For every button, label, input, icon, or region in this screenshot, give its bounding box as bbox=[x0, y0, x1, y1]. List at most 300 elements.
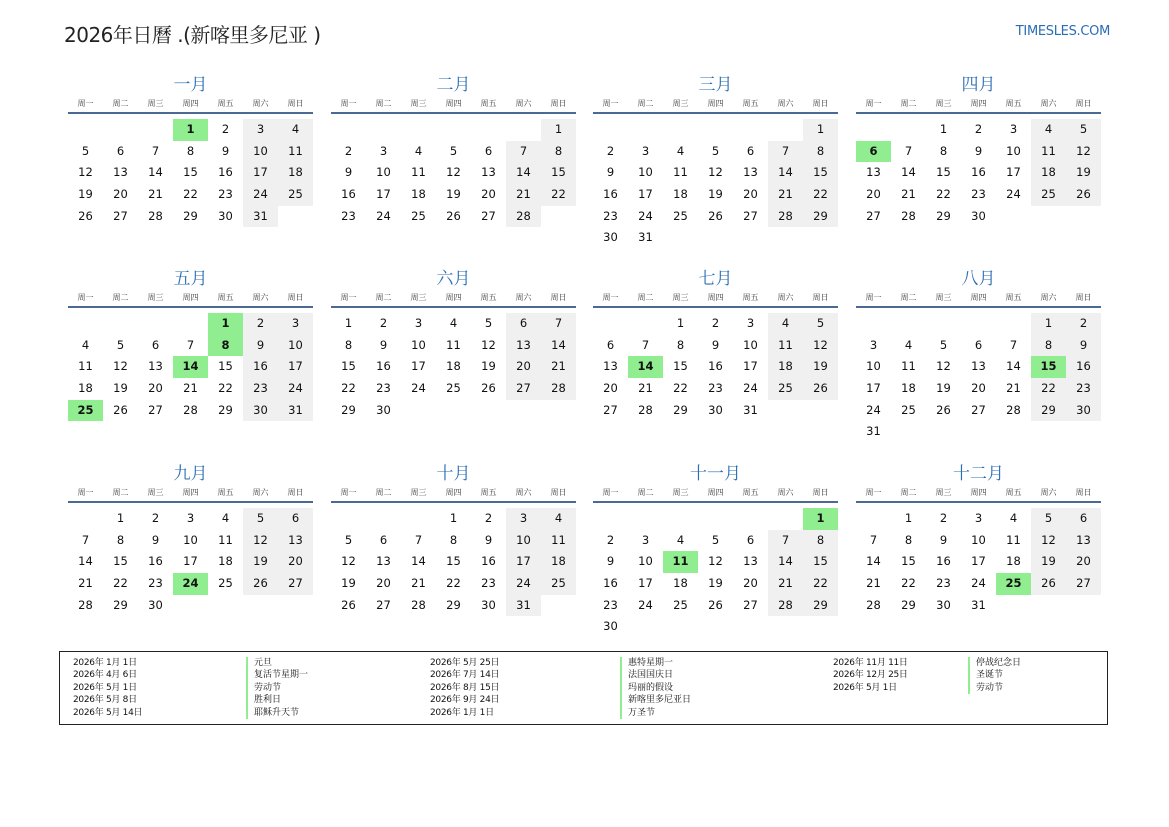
weekday-label: 周一 bbox=[77, 293, 94, 302]
day-cell: 23 bbox=[603, 597, 618, 612]
weekday-header bbox=[68, 290, 313, 308]
day-cell: 7 bbox=[869, 532, 878, 547]
day-cell: 22 bbox=[803, 184, 838, 206]
day-cell: 22 bbox=[183, 187, 198, 202]
day-cell: 26 bbox=[341, 597, 356, 612]
day-cell: 8 bbox=[344, 337, 353, 352]
holiday-day-cell: 24 bbox=[173, 573, 208, 595]
day-cell: 19 bbox=[708, 187, 723, 202]
weekday-label: 周四 bbox=[445, 488, 462, 497]
day-cell: 3 bbox=[414, 316, 423, 330]
day-grid bbox=[856, 313, 1101, 443]
day-grid bbox=[331, 119, 576, 227]
weekday-label: 周二 bbox=[637, 293, 654, 302]
day-cell: 1 bbox=[803, 119, 838, 141]
day-cell: 3 bbox=[379, 143, 388, 158]
weekday-header bbox=[593, 290, 838, 308]
weekday-label: 周二 bbox=[900, 488, 917, 497]
empty-day-cell bbox=[856, 313, 891, 335]
day-cell: 4 bbox=[1009, 511, 1018, 525]
empty-day-cell bbox=[401, 508, 436, 530]
holiday-name: 停战纪念日 bbox=[968, 657, 1021, 669]
day-cell: 25 bbox=[446, 381, 461, 396]
day-cell: 29 bbox=[803, 206, 838, 228]
day-cell: 7 bbox=[1009, 337, 1018, 352]
day-cell: 21 bbox=[638, 381, 653, 396]
day-cell: 16 bbox=[481, 554, 496, 569]
day-grid bbox=[68, 313, 313, 421]
day-cell: 21 bbox=[148, 187, 163, 202]
day-cell: 28 bbox=[78, 597, 93, 612]
day-cell: 13 bbox=[481, 165, 496, 180]
day-cell: 30 bbox=[1066, 400, 1101, 422]
day-cell: 16 bbox=[243, 356, 278, 378]
weekday-label: 周二 bbox=[375, 99, 392, 108]
day-cell: 16 bbox=[708, 359, 723, 374]
weekday-header bbox=[331, 485, 576, 503]
day-cell: 19 bbox=[803, 356, 838, 378]
day-cell: 7 bbox=[414, 532, 423, 547]
day-cell: 23 bbox=[243, 378, 278, 400]
holiday-dates-col-3 bbox=[833, 657, 908, 694]
day-cell: 27 bbox=[506, 378, 541, 400]
day-cell: 30 bbox=[936, 597, 951, 612]
empty-day-cell bbox=[733, 119, 768, 141]
weekday-label: 周五 bbox=[480, 293, 497, 302]
weekday-label: 周六 bbox=[777, 99, 794, 108]
day-cell: 25 bbox=[1031, 184, 1066, 206]
empty-day-cell bbox=[331, 508, 366, 530]
day-cell: 24 bbox=[376, 208, 391, 223]
day-cell: 6 bbox=[506, 313, 541, 335]
day-cell: 8 bbox=[803, 530, 838, 552]
holiday-date: 2026年 5月 25日 bbox=[430, 658, 500, 668]
weekday-label: 周三 bbox=[672, 99, 689, 108]
day-cell: 24 bbox=[971, 576, 986, 591]
day-cell: 17 bbox=[278, 356, 313, 378]
day-cell: 4 bbox=[676, 143, 685, 158]
month-block bbox=[856, 268, 1101, 443]
page-title: 2026年日曆 .(新喀里多尼亚 ) bbox=[64, 23, 321, 47]
weekday-label: 周日 bbox=[1075, 293, 1092, 302]
weekday-header bbox=[593, 96, 838, 114]
day-cell: 17 bbox=[506, 551, 541, 573]
day-cell: 21 bbox=[411, 576, 426, 591]
day-cell: 10 bbox=[1006, 143, 1021, 158]
day-cell: 5 bbox=[1031, 508, 1066, 530]
day-cell: 18 bbox=[541, 551, 576, 573]
weekday-label: 周一 bbox=[865, 488, 882, 497]
day-cell: 27 bbox=[481, 208, 496, 223]
day-cell: 18 bbox=[218, 554, 233, 569]
day-cell: 28 bbox=[506, 206, 541, 228]
day-cell: 6 bbox=[974, 337, 983, 352]
day-cell: 19 bbox=[78, 187, 93, 202]
day-cell: 10 bbox=[411, 337, 426, 352]
day-cell: 2 bbox=[484, 511, 493, 525]
weekday-header bbox=[331, 96, 576, 114]
weekday-label: 周一 bbox=[602, 99, 619, 108]
day-cell: 6 bbox=[746, 532, 755, 547]
day-cell: 10 bbox=[278, 335, 313, 357]
day-cell: 25 bbox=[673, 208, 688, 223]
weekday-label: 周三 bbox=[935, 488, 952, 497]
day-cell: 14 bbox=[506, 162, 541, 184]
day-cell: 16 bbox=[971, 165, 986, 180]
holiday-name: 耶稣升天节 bbox=[246, 707, 308, 719]
empty-day-cell bbox=[628, 508, 663, 530]
holiday-date: 2026年 8月 15日 bbox=[430, 682, 500, 693]
day-cell: 2 bbox=[606, 143, 615, 158]
day-cell: 27 bbox=[148, 402, 163, 417]
day-grid bbox=[593, 508, 838, 638]
day-cell: 10 bbox=[506, 530, 541, 552]
holiday-day-cell: 8 bbox=[208, 335, 243, 357]
weekday-label: 周一 bbox=[602, 488, 619, 497]
day-cell: 31 bbox=[743, 402, 758, 417]
day-cell: 21 bbox=[768, 573, 803, 595]
day-cell: 22 bbox=[901, 576, 916, 591]
day-cell: 14 bbox=[411, 554, 426, 569]
empty-day-cell bbox=[103, 119, 138, 141]
holiday-name: 复活节星期一 bbox=[246, 669, 308, 681]
day-grid bbox=[68, 508, 313, 616]
day-cell: 25 bbox=[673, 597, 688, 612]
holiday-day-cell: 1 bbox=[208, 313, 243, 335]
empty-day-cell bbox=[593, 508, 628, 530]
day-cell: 31 bbox=[971, 597, 986, 612]
day-cell: 4 bbox=[278, 119, 313, 141]
site-link[interactable]: TIMESLES.COM bbox=[1015, 24, 1110, 39]
weekday-label: 周六 bbox=[252, 488, 269, 497]
day-cell: 5 bbox=[803, 313, 838, 335]
empty-day-cell bbox=[961, 313, 996, 335]
day-cell: 23 bbox=[603, 208, 618, 223]
empty-day-cell bbox=[68, 313, 103, 335]
month-block bbox=[856, 463, 1101, 616]
weekday-header bbox=[856, 96, 1101, 114]
day-cell: 16 bbox=[218, 165, 233, 180]
month-block bbox=[331, 74, 576, 227]
day-cell: 21 bbox=[78, 576, 93, 591]
holiday-date: 2026年 1月 1日 bbox=[73, 658, 137, 668]
weekday-label: 周六 bbox=[777, 488, 794, 497]
day-cell: 3 bbox=[186, 511, 195, 525]
day-cell: 28 bbox=[901, 208, 916, 223]
day-cell: 19 bbox=[936, 381, 951, 396]
day-grid bbox=[593, 119, 838, 249]
day-cell: 29 bbox=[673, 402, 688, 417]
day-cell: 7 bbox=[151, 143, 160, 158]
day-cell: 23 bbox=[936, 576, 951, 591]
day-cell: 5 bbox=[243, 508, 278, 530]
day-cell: 16 bbox=[148, 554, 163, 569]
day-cell: 19 bbox=[243, 551, 278, 573]
day-cell: 11 bbox=[446, 337, 461, 352]
holiday-date: 2026年 12月 25日 bbox=[833, 670, 908, 681]
day-cell: 6 bbox=[151, 337, 160, 352]
day-cell: 2 bbox=[606, 532, 615, 547]
empty-day-cell bbox=[628, 119, 663, 141]
day-cell: 30 bbox=[481, 597, 496, 612]
day-cell: 11 bbox=[78, 359, 93, 374]
day-cell: 26 bbox=[113, 402, 128, 417]
day-cell: 10 bbox=[243, 141, 278, 163]
weekday-label: 周五 bbox=[217, 293, 234, 302]
day-cell: 13 bbox=[506, 335, 541, 357]
holiday-day-cell: 25 bbox=[996, 573, 1031, 595]
weekday-label: 周二 bbox=[375, 293, 392, 302]
empty-day-cell bbox=[436, 119, 471, 141]
month-block bbox=[593, 74, 838, 249]
day-cell: 23 bbox=[218, 187, 233, 202]
day-cell: 16 bbox=[376, 359, 391, 374]
day-cell: 14 bbox=[148, 165, 163, 180]
day-cell: 25 bbox=[541, 573, 576, 595]
day-cell: 30 bbox=[148, 597, 163, 612]
weekday-label: 周四 bbox=[707, 99, 724, 108]
holiday-day-cell: 25 bbox=[68, 400, 103, 422]
day-cell: 9 bbox=[221, 143, 230, 158]
weekday-label: 周六 bbox=[252, 293, 269, 302]
day-cell: 5 bbox=[711, 532, 720, 547]
weekday-label: 周三 bbox=[410, 293, 427, 302]
day-cell: 10 bbox=[638, 165, 653, 180]
day-cell: 26 bbox=[78, 208, 93, 223]
day-cell: 22 bbox=[341, 381, 356, 396]
weekday-label: 周四 bbox=[970, 488, 987, 497]
day-cell: 20 bbox=[743, 187, 758, 202]
day-cell: 23 bbox=[708, 381, 723, 396]
day-cell: 26 bbox=[1066, 184, 1101, 206]
holiday-day-cell: 1 bbox=[803, 508, 838, 530]
weekday-label: 周日 bbox=[287, 488, 304, 497]
day-cell: 30 bbox=[376, 402, 391, 417]
day-cell: 29 bbox=[218, 402, 233, 417]
weekday-label: 周六 bbox=[252, 99, 269, 108]
day-cell: 1 bbox=[676, 316, 685, 330]
empty-day-cell bbox=[628, 313, 663, 335]
day-cell: 13 bbox=[376, 554, 391, 569]
day-cell: 25 bbox=[218, 576, 233, 591]
day-cell: 1 bbox=[1031, 313, 1066, 335]
day-cell: 13 bbox=[971, 359, 986, 374]
day-cell: 1 bbox=[541, 119, 576, 141]
day-cell: 26 bbox=[936, 402, 951, 417]
weekday-label: 周四 bbox=[445, 293, 462, 302]
day-cell: 9 bbox=[1066, 335, 1101, 357]
day-cell: 14 bbox=[541, 335, 576, 357]
day-cell: 22 bbox=[936, 187, 951, 202]
day-cell: 25 bbox=[768, 378, 803, 400]
day-cell: 28 bbox=[768, 595, 803, 617]
day-cell: 31 bbox=[866, 424, 881, 439]
day-cell: 4 bbox=[414, 143, 423, 158]
holiday-day-cell: 11 bbox=[663, 551, 698, 573]
weekday-label: 周四 bbox=[707, 488, 724, 497]
day-cell: 17 bbox=[971, 554, 986, 569]
day-cell: 8 bbox=[449, 532, 458, 547]
day-cell: 2 bbox=[243, 313, 278, 335]
day-cell: 5 bbox=[449, 143, 458, 158]
weekday-label: 周六 bbox=[1040, 293, 1057, 302]
day-cell: 19 bbox=[1066, 162, 1101, 184]
day-cell: 28 bbox=[541, 378, 576, 400]
day-cell: 7 bbox=[81, 532, 90, 547]
day-cell: 16 bbox=[603, 187, 618, 202]
weekday-label: 周六 bbox=[1040, 99, 1057, 108]
day-cell: 9 bbox=[151, 532, 160, 547]
weekday-header bbox=[68, 485, 313, 503]
weekday-label: 周三 bbox=[410, 99, 427, 108]
day-cell: 9 bbox=[939, 532, 948, 547]
month-block bbox=[68, 463, 313, 616]
day-cell: 11 bbox=[1031, 141, 1066, 163]
weekday-header bbox=[856, 485, 1101, 503]
day-cell: 2 bbox=[221, 122, 230, 136]
day-cell: 10 bbox=[183, 532, 198, 547]
day-cell: 15 bbox=[803, 162, 838, 184]
day-cell: 5 bbox=[116, 337, 125, 352]
day-cell: 15 bbox=[446, 554, 461, 569]
holiday-date: 2026年 5月 1日 bbox=[833, 682, 897, 693]
day-cell: 20 bbox=[603, 381, 618, 396]
weekday-label: 周日 bbox=[550, 293, 567, 302]
weekday-label: 周三 bbox=[147, 99, 164, 108]
holiday-name: 新喀里多尼亚日 bbox=[620, 694, 691, 706]
empty-day-cell bbox=[663, 508, 698, 530]
weekday-label: 周二 bbox=[900, 99, 917, 108]
day-cell: 21 bbox=[541, 356, 576, 378]
day-cell: 28 bbox=[1006, 402, 1021, 417]
holiday-name: 法国国庆日 bbox=[620, 669, 691, 681]
day-cell: 8 bbox=[803, 141, 838, 163]
day-cell: 2 bbox=[711, 316, 720, 330]
day-cell: 28 bbox=[183, 402, 198, 417]
day-cell: 17 bbox=[411, 359, 426, 374]
day-cell: 1 bbox=[939, 122, 948, 136]
weekday-label: 周一 bbox=[77, 488, 94, 497]
day-cell: 6 bbox=[116, 143, 125, 158]
day-cell: 29 bbox=[936, 208, 951, 223]
day-cell: 25 bbox=[411, 208, 426, 223]
day-cell: 24 bbox=[411, 381, 426, 396]
month-block bbox=[68, 268, 313, 421]
day-cell: 10 bbox=[971, 532, 986, 547]
weekday-label: 周五 bbox=[742, 488, 759, 497]
day-cell: 4 bbox=[904, 337, 913, 352]
day-cell: 23 bbox=[148, 576, 163, 591]
day-cell: 22 bbox=[803, 573, 838, 595]
day-cell: 6 bbox=[1066, 508, 1101, 530]
day-cell: 1 bbox=[904, 511, 913, 525]
day-cell: 20 bbox=[1066, 551, 1101, 573]
weekday-label: 周五 bbox=[480, 488, 497, 497]
day-cell: 30 bbox=[603, 619, 618, 634]
day-cell: 28 bbox=[768, 206, 803, 228]
day-cell: 27 bbox=[866, 208, 881, 223]
day-cell: 9 bbox=[606, 165, 615, 180]
day-cell: 28 bbox=[411, 597, 426, 612]
day-cell: 7 bbox=[186, 337, 195, 352]
day-cell: 21 bbox=[506, 184, 541, 206]
weekday-label: 周二 bbox=[637, 488, 654, 497]
day-cell: 14 bbox=[1006, 359, 1021, 374]
day-cell: 3 bbox=[869, 337, 878, 352]
day-cell: 22 bbox=[446, 576, 461, 591]
day-cell: 15 bbox=[183, 165, 198, 180]
day-cell: 27 bbox=[376, 597, 391, 612]
day-cell: 21 bbox=[183, 381, 198, 396]
day-cell: 9 bbox=[606, 554, 615, 569]
day-cell: 18 bbox=[278, 162, 313, 184]
day-cell: 12 bbox=[803, 335, 838, 357]
day-cell: 13 bbox=[603, 359, 618, 374]
day-cell: 6 bbox=[379, 532, 388, 547]
holiday-date: 2026年 5月 14日 bbox=[73, 707, 143, 718]
holiday-day-cell: 14 bbox=[628, 356, 663, 378]
day-cell: 20 bbox=[866, 187, 881, 202]
day-cell: 24 bbox=[866, 402, 881, 417]
day-cell: 30 bbox=[708, 402, 723, 417]
holiday-date: 2026年 4月 6日 bbox=[73, 670, 137, 681]
day-cell: 3 bbox=[641, 143, 650, 158]
holiday-name: 惠特星期一 bbox=[620, 657, 691, 669]
day-cell: 22 bbox=[541, 184, 576, 206]
day-cell: 10 bbox=[376, 165, 391, 180]
day-cell: 20 bbox=[148, 381, 163, 396]
day-cell: 7 bbox=[768, 141, 803, 163]
holiday-name: 万圣节 bbox=[620, 707, 691, 719]
month-block bbox=[593, 463, 838, 638]
empty-day-cell bbox=[856, 119, 891, 141]
month-name: 四月 bbox=[961, 75, 996, 95]
day-cell: 14 bbox=[768, 162, 803, 184]
empty-day-cell bbox=[401, 119, 436, 141]
empty-day-cell bbox=[471, 119, 506, 141]
day-cell: 12 bbox=[113, 359, 128, 374]
day-cell: 23 bbox=[971, 187, 986, 202]
day-cell: 27 bbox=[113, 208, 128, 223]
day-cell: 6 bbox=[746, 143, 755, 158]
day-cell: 30 bbox=[971, 208, 986, 223]
weekday-label: 周四 bbox=[445, 99, 462, 108]
month-name: 九月 bbox=[173, 464, 208, 484]
day-cell: 14 bbox=[901, 165, 916, 180]
day-cell: 24 bbox=[1006, 187, 1021, 202]
day-cell: 8 bbox=[904, 532, 913, 547]
day-cell: 27 bbox=[971, 402, 986, 417]
day-cell: 26 bbox=[481, 381, 496, 396]
day-cell: 23 bbox=[481, 576, 496, 591]
day-cell: 1 bbox=[344, 316, 353, 330]
day-cell: 16 bbox=[936, 554, 951, 569]
empty-day-cell bbox=[663, 119, 698, 141]
day-cell: 22 bbox=[673, 381, 688, 396]
empty-day-cell bbox=[138, 313, 173, 335]
day-cell: 12 bbox=[936, 359, 951, 374]
day-cell: 23 bbox=[376, 381, 391, 396]
day-cell: 14 bbox=[866, 554, 881, 569]
day-cell: 28 bbox=[866, 597, 881, 612]
holiday-name: 胜利日 bbox=[246, 694, 308, 706]
day-cell: 2 bbox=[939, 511, 948, 525]
day-cell: 21 bbox=[768, 184, 803, 206]
weekday-label: 周三 bbox=[672, 488, 689, 497]
holiday-date: 2026年 5月 1日 bbox=[73, 682, 137, 693]
day-cell: 7 bbox=[904, 143, 913, 158]
day-cell: 4 bbox=[449, 316, 458, 330]
